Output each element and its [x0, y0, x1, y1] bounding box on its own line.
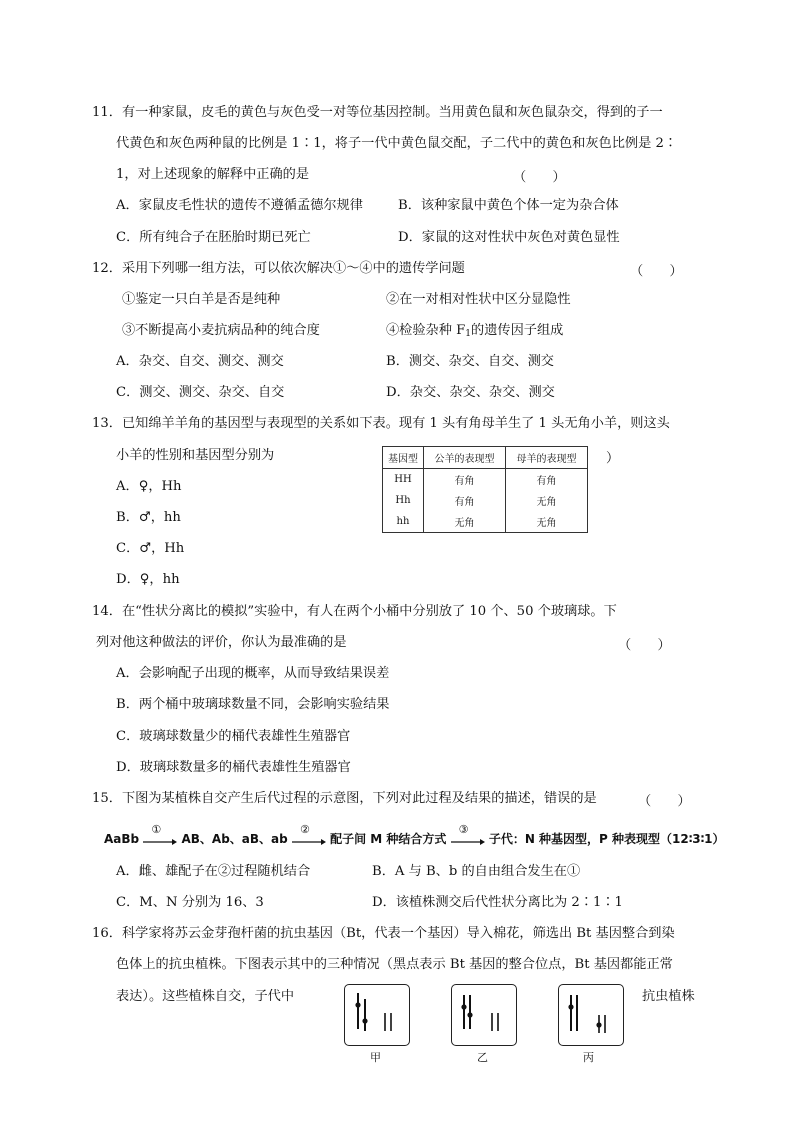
q11-line2: 代黄色和灰色两种鼠的比例是 1∶1，将子一代中黄色鼠交配，子二代中的黄色和灰色比例是 2∶	[116, 136, 678, 151]
q14-option-c: C．玻璃球数量少的桶代表雄性生殖器官	[116, 729, 351, 744]
q12-answer-paren: （ ）	[630, 264, 683, 279]
chromosome-pair-icon	[345, 985, 409, 1045]
q15-option-c: C．M、N 分别为 16、3	[116, 895, 264, 910]
flow-arrow-2	[292, 822, 326, 847]
q11-option-c: C．所有纯合子在胚胎时期已死亡	[116, 230, 311, 245]
chromosome-diagram-jia	[344, 984, 410, 1046]
arrow-right-icon	[143, 839, 177, 845]
table-cell: 无角	[424, 511, 506, 533]
q12-option-a: A．杂交、自交、测交、测交	[116, 354, 284, 369]
q11-option-b: B．该种家鼠中黄色个体一定为杂合体	[398, 198, 619, 213]
diagram-label-yi: 乙	[477, 1051, 488, 1064]
flow-gametes: AB、Ab、aB、ab	[181, 832, 288, 846]
q11-line3: 1，对上述现象的解释中正确的是	[116, 167, 310, 182]
q15-line1: 15．下图为某植株自交产生后代过程的示意图，下列对此过程及结果的描述，错误的是	[92, 791, 597, 806]
table-cell: 有角	[424, 469, 506, 491]
q14-line1: 14．在“性状分离比的模拟”实验中，有人在两个小桶中分别放了 10 个、50 个玻璃球。下	[92, 604, 617, 619]
q15-option-a: A．雌、雄配子在②过程随机结合	[116, 864, 311, 879]
chromosome-pair-icon	[559, 985, 623, 1045]
q13-answer-paren: ）	[606, 451, 620, 466]
q16-line2: 色体上的抗虫植株。下图表示其中的三种情况（黑点表示 Bt 基因的整合位点，Bt 基因都能正常	[116, 957, 673, 972]
q12-option-d: D．杂交、杂交、杂交、测交	[386, 385, 555, 400]
chromosome-diagram-yi	[451, 984, 517, 1046]
flow-step-2-label: ②	[299, 822, 310, 836]
q12-item3: ③不断提高小麦抗病品种的纯合度	[122, 323, 320, 338]
table-cell: 无角	[536, 497, 557, 508]
q12-item2: ②在一对相对性状中区分显隐性	[386, 292, 571, 307]
flow-arrow-1	[143, 822, 177, 847]
genotype-phenotype-table	[382, 446, 588, 533]
q13-option-d: D．♀，hh	[116, 572, 180, 587]
q13-line2: 小羊的性别和基因型分别为	[116, 448, 275, 463]
q16-line1: 16．科学家将苏云金芽孢杆菌的抗虫基因（Bt，代表一个基因）导入棉花，筛选出 Bt 基因整合到染	[92, 926, 675, 941]
q16-line3-end: 抗虫植株	[642, 989, 695, 1004]
flow-offspring: 子代：N 种基因型，P 种表现型（12∶3∶1）	[488, 832, 725, 846]
flow-step-1-label: ①	[151, 822, 162, 836]
table-cell: 有角	[536, 476, 557, 487]
arrow-right-icon	[451, 839, 485, 845]
q14-option-b: B．两个桶中玻璃球数量不同，会影响实验结果	[116, 697, 390, 712]
table-cell: 有角	[424, 490, 506, 511]
q12-item4-subscript: 1	[465, 329, 472, 339]
table-row	[383, 511, 588, 533]
table-cell: 无角	[536, 518, 557, 529]
q12-item4-text-end: 的遗传因子组成	[471, 323, 564, 338]
q11-answer-paren: （ ）	[513, 170, 566, 185]
q12-option-c: C．测交、测交、杂交、自交	[116, 385, 285, 400]
q12-option-b: B．测交、杂交、自交、测交	[386, 354, 554, 369]
table-cell: hh	[383, 511, 424, 533]
table-header-cell: 公羊的表现型	[424, 447, 506, 469]
q14-answer-paren: （ ）	[618, 638, 671, 653]
flow-parent-genotype: AaBb	[104, 832, 140, 846]
flow-arrow-3	[451, 822, 485, 847]
table-cell: Hh	[383, 490, 424, 511]
table-cell: HH	[383, 469, 424, 491]
table-header-row	[383, 447, 588, 469]
q16-line3: 表达）。这些植株自交，子代中	[116, 989, 295, 1004]
q14-option-a: A．会影响配子出现的概率，从而导致结果误差	[116, 666, 390, 681]
diagram-label-jia: 甲	[370, 1051, 381, 1064]
q12-item4	[386, 322, 563, 343]
q13-option-b: B．♂，hh	[116, 510, 181, 525]
q11-line1: 11．有一种家鼠，皮毛的黄色与灰色受一对等位基因控制。当用黄色鼠和灰色鼠杂交，得到的子一	[92, 105, 663, 120]
q11-option-d: D．家鼠的这对性状中灰色对黄色显性	[398, 230, 620, 245]
table-header-cell: 基因型	[383, 447, 424, 469]
q13-line1: 13．已知绵羊羊角的基因型与表现型的关系如下表。现有 1 头有角母羊生了 1 头无角小羊，则这头	[92, 416, 670, 431]
arrow-right-icon	[292, 839, 326, 845]
table-header-cell: 母羊的表现型	[506, 447, 588, 469]
q11-option-a: A．家鼠皮毛性状的遗传不遵循孟德尔规律	[116, 198, 363, 213]
table-row	[383, 490, 588, 511]
q15-answer-paren: （ ）	[638, 794, 691, 809]
q12-item1: ①鉴定一只白羊是否是纯种	[122, 292, 281, 307]
flow-combinations: 配子间 M 种结合方式	[330, 832, 447, 846]
q15-option-d: D．该植株测交后代性状分离比为 2∶1∶1	[372, 895, 623, 910]
q12-item4-text: ④检验杂种 F	[386, 323, 466, 338]
flow-step-3-label: ③	[458, 822, 469, 836]
q15-flow-diagram	[104, 822, 725, 847]
chromosome-diagram-bing	[558, 984, 624, 1046]
q14-option-d: D．玻璃球数量多的桶代表雄性生殖器官	[116, 760, 351, 775]
q12-line1: 12．采用下列哪一组方法，可以依次解决①～④中的遗传学问题	[92, 261, 465, 276]
diagram-label-bing: 丙	[583, 1051, 594, 1064]
q15-option-b: B．A 与 B、b 的自由组合发生在①	[372, 864, 581, 879]
q13-option-c: C．♂，Hh	[116, 541, 185, 556]
q14-line2: 列对他这种做法的评价，你认为最准确的是	[96, 635, 347, 650]
table-row	[383, 469, 588, 491]
chromosome-pair-icon	[452, 985, 516, 1045]
q13-option-a: A．♀，Hh	[116, 479, 182, 494]
